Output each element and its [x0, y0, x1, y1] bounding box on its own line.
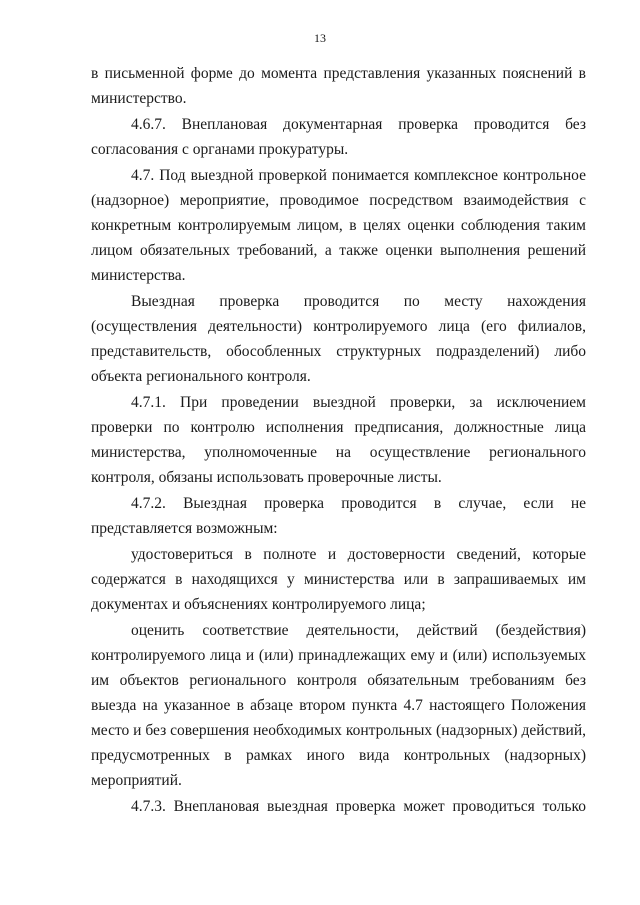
- paragraph-4-7-2: 4.7.2. Выездная проверка проводится в случае, если не представляется возможным:: [91, 495, 586, 537]
- page-number: 13: [314, 31, 326, 45]
- paragraph-4-7: 4.7. Под выездной проверкой понимается комплексное контрольное (надзорное) мероприятие, проводимое посредством взаимодействия с конкретным контролируемым лицом, в целях оценки соблюдения таким лицом обязательных требований, а также оценки выполнения решений министерства.: [91, 167, 586, 284]
- paragraph-field-inspection-location: Выездная проверка проводится по месту нахождения (осуществления деятельности) контролируемого лица (его филиалов, представительств, обособленных структурных подразделений) либо объекта регионального контроля.: [91, 293, 586, 385]
- paragraph-4-7-1: 4.7.1. При проведении выездной проверки, за исключением проверки по контролю исполнения предписания, должностные лица министерства, уполномоченные на осуществление регионального контроля, обязаны использовать проверочные листы.: [91, 394, 586, 486]
- document-body: [91, 61, 586, 820]
- paragraph-continuation: в письменной форме до момента представления указанных пояснений в министерство.: [91, 65, 586, 107]
- paragraph-assess-compliance: оценить соответствие деятельности, действий (бездействия) контролируемого лица и (или) принадлежащих ему и (или) используемых им объектов регионального контроля обязательным требованиям без выезда на указанное в абзаце втором пункта 4.7 настоящего Положения место и без совершения необходимых контрольных (надзорных) действий, предусмотренных в рамках иного вида контрольных (надзорных) мероприятий.: [91, 622, 586, 789]
- paragraph-4-6-7: 4.6.7. Внеплановая документарная проверка проводится без согласования с органами прокуратуры.: [91, 116, 586, 158]
- paragraph-verify-completeness: удостовериться в полноте и достоверности сведений, которые содержатся в находящихся у министерства или в запрашиваемых им документах и объяснениях контролируемого лица;: [91, 546, 586, 613]
- paragraph-4-7-3: 4.7.3. Внеплановая выездная проверка может проводиться только: [131, 798, 586, 815]
